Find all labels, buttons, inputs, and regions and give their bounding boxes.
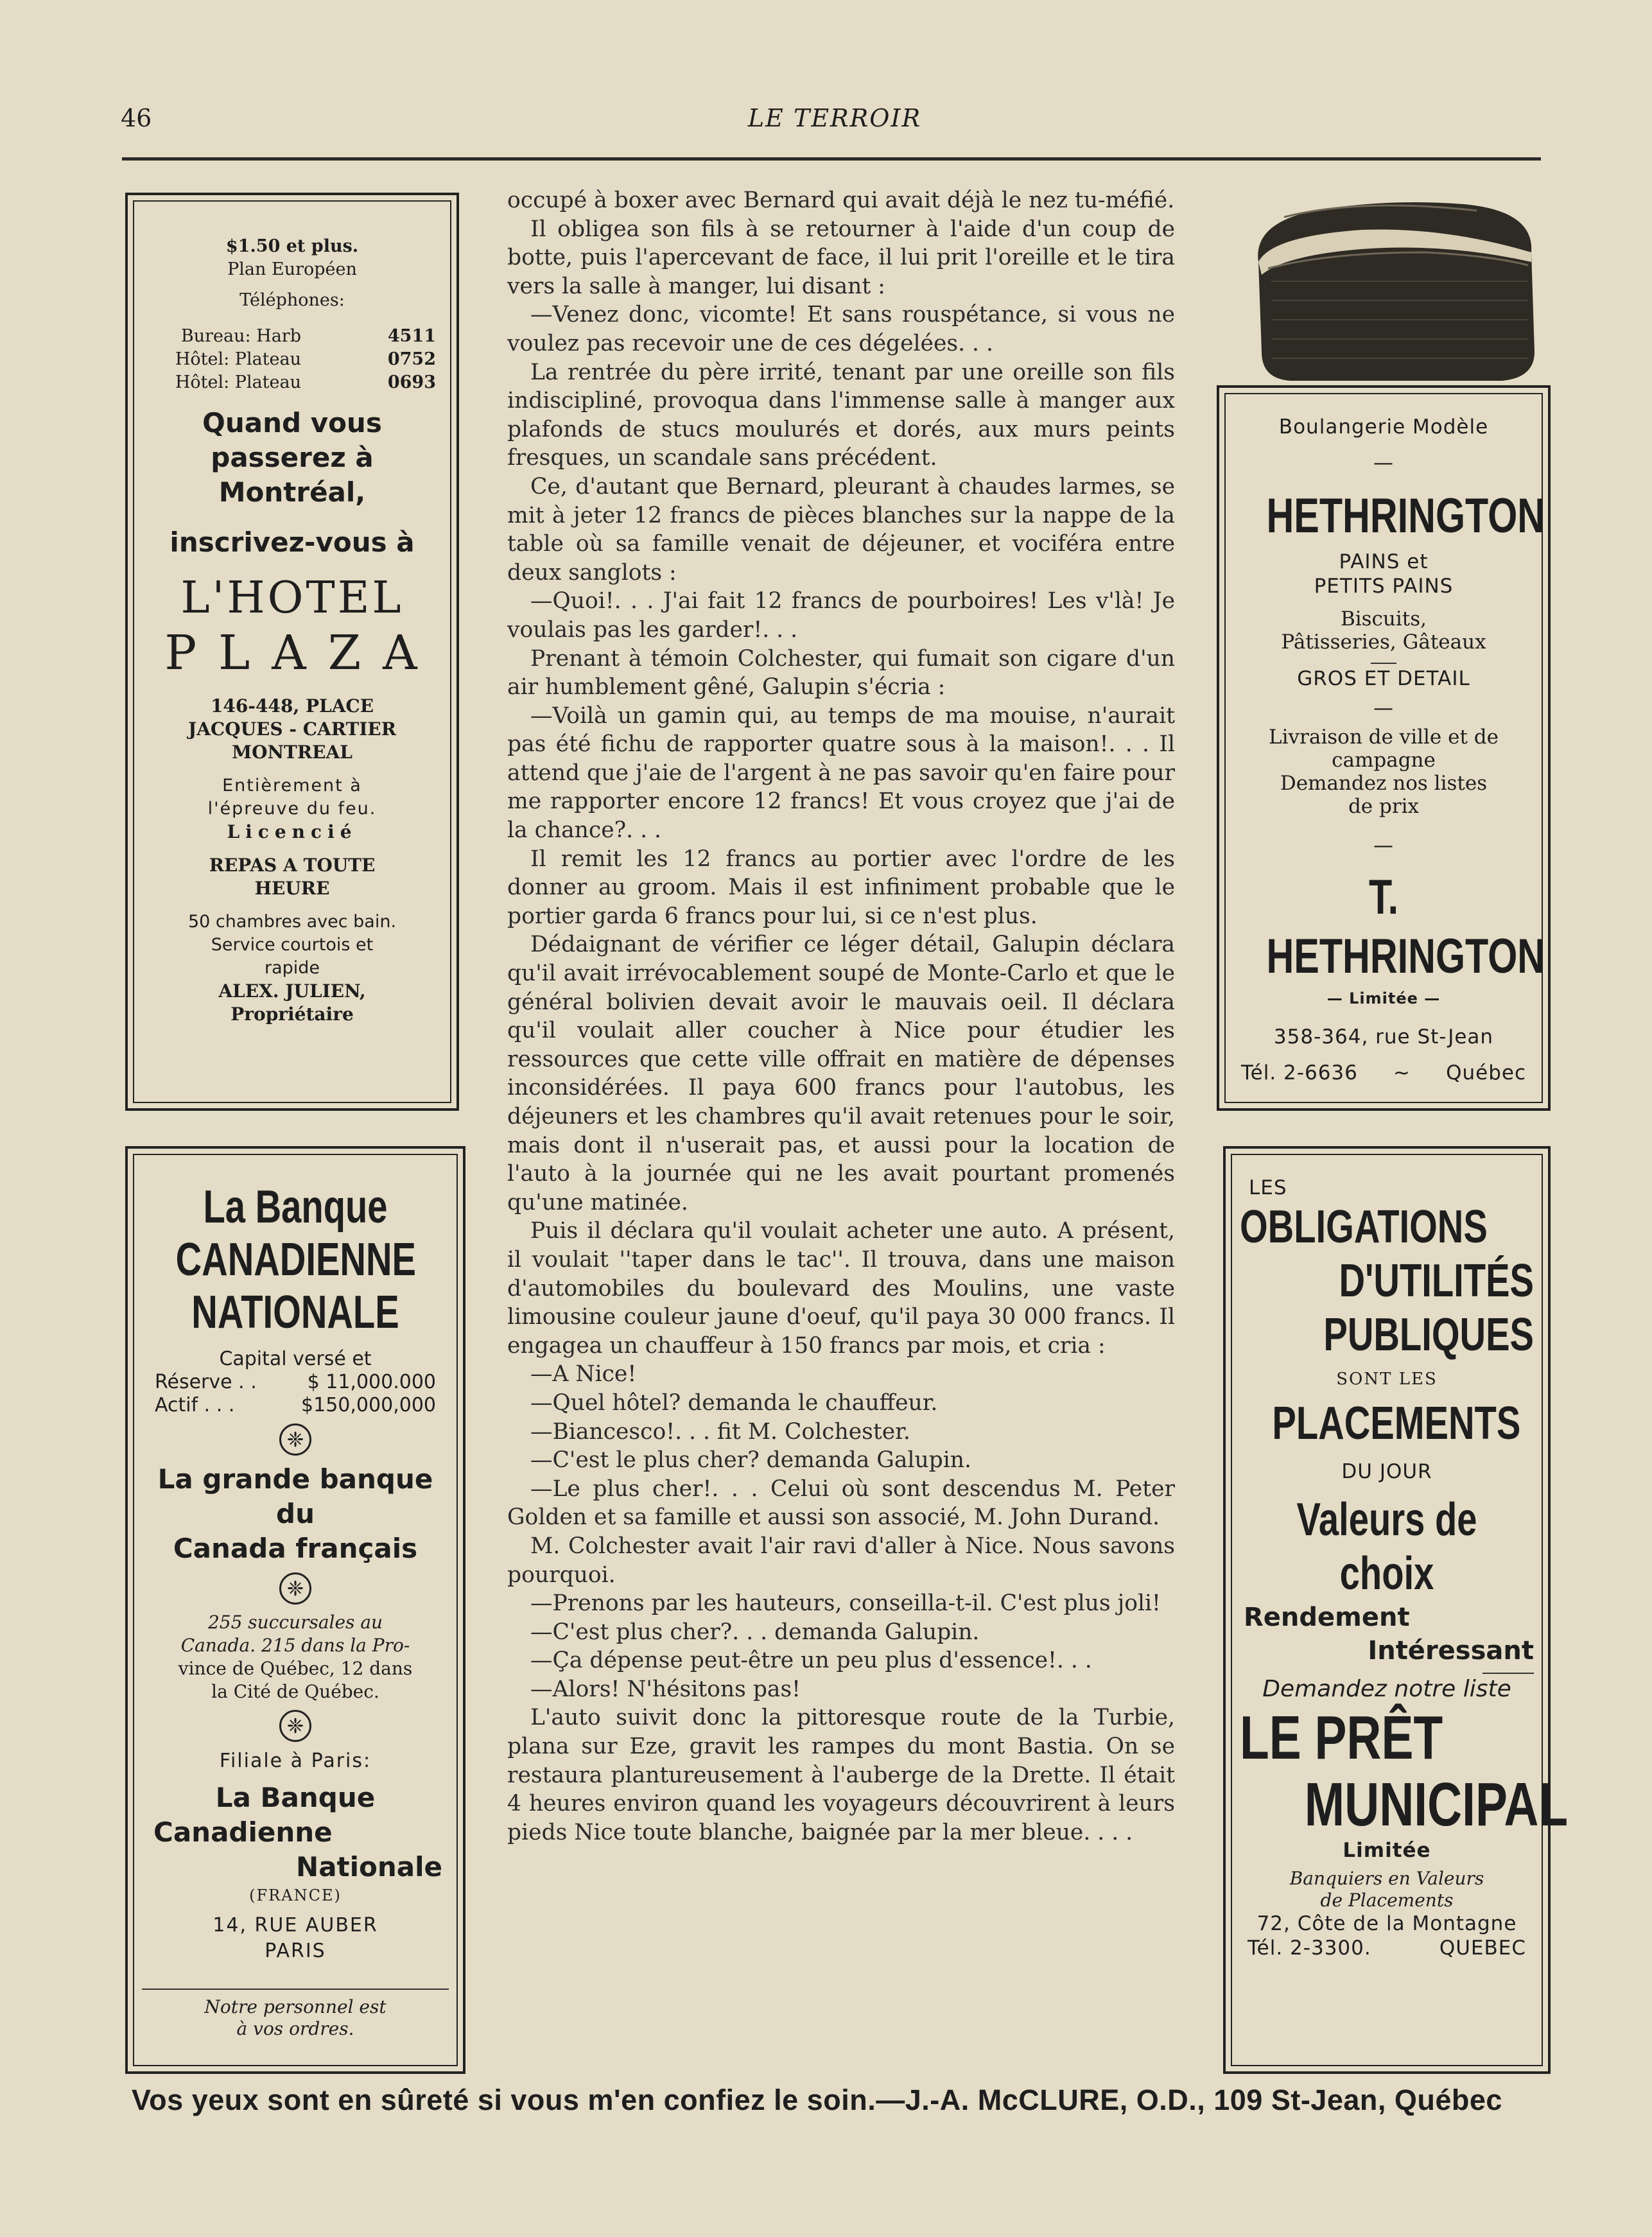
bank-paris-address-2: PARIS — [265, 1940, 326, 1962]
bonds-yield-1: Rendement — [1244, 1603, 1410, 1632]
bank-reserve: Réserve . . $ 11,000.000 — [155, 1371, 436, 1393]
bonds-title-3: PUBLIQUES — [1323, 1309, 1534, 1361]
bank-branches: 255 succursales au Canada. 215 dans la Pro- vince de Québec, 12 dans la Cité de Québec. — [178, 1612, 413, 1702]
article-paragraph: Dédaignant de vérifier ce léger détail, Galupin déclara qu'il avait irrévocablement soupé de Monte-Carlo et que le général bolivien devait avoir le mauvais oeil. Il déclara qu'il voulait aller coucher à Nice pour étudier les ressources que cette ville offrait en matière de dépenses inconsidérées. Il paya 600 francs pour l'autobus, les déjeuners et les chambres qu'il avait retenues pour le soir, mais dont il n'userait pas, et aussi pour la location de l'auto à la journée qui ne les avait pourtant promenés qu'une matinée. — [507, 932, 1175, 1215]
bank-staff-2: à vos ordres. — [236, 2018, 354, 2039]
ornament-icon: ❈ — [279, 1423, 311, 1456]
bank-paris-name-1: La Banque — [215, 1782, 376, 1813]
bank-ad — [125, 1146, 465, 2074]
article-paragraph: La rentrée du père irrité, tenant par une oreille son fils indiscipliné, provoqua dans l'immense salle à manger aux plafonds de stucs moulurés et dorés, aux murs peints fresques, un scandale sans précédent. — [507, 359, 1175, 471]
phone-row: Hôtel: Plateau 0752 — [175, 349, 436, 369]
bonds-lender-1: LE PRÊT — [1240, 1703, 1443, 1772]
article-paragraph: Il obligea son fils à se retourner à l'aide d'un coup de botte, puis l'apercevant de face, il lui prit l'oreille et le tira vers la salle à manger, lui disant : — [507, 216, 1175, 299]
hotel-tagline: Quand vous passerez à Montréal, inscrivez-vous à — [170, 407, 415, 558]
bank-staff-1: Notre personnel est — [204, 1996, 387, 2017]
bakery-delivery-1: Livraison de ville et de — [1269, 726, 1499, 749]
article-paragraph: —Voilà un gamin qui, au temps de ma mouise, n'aurait pas été fichu de rapporter quatre sous à la maison!. . . Il attend que j'aie de l'argent à ne pas savoir qu'en faire pour me rapporter encore 12 francs! Et vous croyez que j'ai de la chance?. . . — [507, 702, 1175, 844]
hotel-phone-list — [142, 325, 442, 394]
bonds-bankers-1: Banquiers en Valeurs — [1289, 1868, 1484, 1889]
article-paragraph: Prenant à témoin Colchester, qui fumait son cigare d'un air humblement gêné, Galupin s'écria : — [507, 645, 1175, 701]
article-paragraph: Il remit les 12 francs au portier avec l'ordre de les donner au groom. Mais il est infiniment probable que le portier garda 6 francs pour lui, si ce n'est plus. — [507, 846, 1175, 929]
bonds-address: 72, Côte de la Montagne — [1256, 1912, 1517, 1935]
bank-name-line1: La Banque — [203, 1181, 388, 1233]
article-paragraph: occupé à boxer avec Bernard qui avait déjà le nez tu-méfié. — [507, 187, 1175, 213]
article-paragraph: M. Colchester avait l'air ravi d'aller à Nice. Nous savons pourquoi. — [507, 1533, 1175, 1588]
bakery-tagline: Boulangerie Modèle — [1278, 415, 1489, 439]
phone-row: Hôtel: Plateau 0693 — [175, 372, 436, 392]
bakery-extras-1: Biscuits, — [1340, 607, 1427, 631]
bonds-limited: Limitée — [1343, 1839, 1431, 1862]
bakery-phone: Tél. 2-6636 ~ Québec — [1241, 1061, 1526, 1084]
article-body — [507, 186, 1175, 1847]
bonds-values: Valeurs de choix — [1296, 1494, 1477, 1599]
ornament-icon: ❈ — [279, 1710, 311, 1742]
bakery-dash: — — [1373, 697, 1394, 720]
bank-paris-name-3: Nationale — [296, 1851, 442, 1883]
hotel-name-line1: L'HOTEL — [180, 573, 404, 623]
hotel-owner-title: Propriétaire — [230, 1004, 354, 1025]
bank-capital: Capital versé et — [219, 1348, 372, 1370]
bakery-name: HETHRINGTON — [1266, 489, 1545, 543]
bonds-phone: Tél. 2-3300. QUEBEC — [1248, 1937, 1526, 1960]
bread-loaf-illustration — [1233, 191, 1547, 387]
bonds-ask: Demandez notre liste — [1262, 1676, 1511, 1702]
article-paragraph: Puis il déclara qu'il voulait acheter une auto. A présent, il voulait ''taper dans le tac''. Il trouva, dans une maison d'automobiles du boulevard des Moulins, une vaste limousine couleur jaune d'oeuf, qu'il paya 30 000 francs. Il engagea un chauffeur à 150 francs par mois, et cria : — [507, 1218, 1175, 1359]
article-paragraph: L'auto suivit donc la pittoresque route de la Turbie, plana sur Eze, gravit les rampes du mont Bastia. On se restaura plantureusement à l'auberge de la Drette. Il était 4 heures environ quand les voyageurs découvrirent à leurs pieds Nice toute blanche, baignée par la mer bleue. . . . — [507, 1705, 1175, 1845]
bank-paris-country: (FRANCE) — [249, 1886, 342, 1904]
bakery-limited: — Limitée — — [1326, 989, 1441, 1007]
page-number: 46 — [121, 104, 152, 132]
hotel-address: 146-448, PLACE JACQUES - CARTIER MONTREAL — [187, 695, 397, 763]
bakery-dash: — — [1373, 451, 1394, 474]
bonds-yield-2: Intéressant — [1368, 1636, 1534, 1666]
bonds-are: SONT LES — [1336, 1370, 1438, 1389]
header-rule — [122, 157, 1541, 161]
bonds-ad — [1223, 1146, 1569, 2074]
bank-name-line2: CANADIENNE — [175, 1234, 417, 1285]
running-title: LE TERROIR — [747, 104, 922, 132]
bank-slogan-3: Canada français — [173, 1533, 418, 1564]
bakery-products-2: PETITS PAINS — [1314, 575, 1454, 598]
bank-slogan-2: du — [276, 1498, 315, 1529]
bakery-extras-2: Pâtisseries, Gâteaux — [1281, 631, 1486, 654]
bonds-title-1: OBLIGATIONS — [1240, 1201, 1488, 1253]
bakery-trade: GROS ET DETAIL — [1297, 667, 1470, 690]
bank-paris-label: Filiale à Paris: — [219, 1750, 372, 1772]
article-paragraph: —Prenons par les hauteurs, conseilla-t-il. C'est plus joli! — [530, 1590, 1161, 1617]
bank-divider — [142, 1989, 449, 1990]
hotel-meals: REPAS A TOUTE HEURE — [209, 855, 376, 899]
bank-slogan-1: La grande banque — [157, 1463, 433, 1495]
hotel-plaza-ad — [125, 193, 459, 1111]
bonds-bankers-2: de Placements — [1320, 1890, 1454, 1911]
bank-assets: Actif . . . $150,000,000 — [155, 1394, 436, 1416]
article-paragraph: —Quoi!. . . J'ai fait 12 francs de pourboires! Les v'là! Je voulais pas les garder!. . . — [507, 588, 1175, 643]
bonds-lender-2: MUNICIPAL — [1304, 1770, 1569, 1839]
article-paragraph: —C'est plus cher?. . . demanda Galupin. — [530, 1619, 980, 1645]
bakery-company: T. HETHRINGTON — [1266, 870, 1545, 984]
hotel-fireproof: Entièrement à l'épreuve du feu. — [207, 776, 377, 819]
hotel-rooms: 50 chambres avec bain. Service courtois et rapide — [187, 912, 397, 978]
article-paragraph: —Alors! N'hésitons pas! — [530, 1676, 801, 1702]
bank-name-line3: NATIONALE — [191, 1287, 399, 1338]
footer-advertisement: Vos yeux sont en sûreté si vous m'en confiez le soin.—J.-A. McCLURE, O.D., 109 St-Jean, Québec — [132, 2084, 1502, 2116]
article-paragraph: —A Nice! — [530, 1361, 637, 1388]
bakery-products-1: PAINS et — [1339, 550, 1429, 573]
bakery-lists-1: Demandez nos listes — [1280, 772, 1488, 795]
bakery-address: 358-364, rue St-Jean — [1273, 1025, 1494, 1049]
bonds-title-2: D'UTILITÉS — [1339, 1255, 1534, 1307]
bakery-lists-2: de prix — [1348, 795, 1420, 818]
bank-paris-name-2: Canadienne — [153, 1816, 333, 1848]
hotel-phones-label: Téléphones: — [239, 290, 345, 310]
bank-paris-address-1: 14, RUE AUBER — [213, 1914, 378, 1937]
article-paragraph: —Quel hôtel? demanda le chauffeur. — [530, 1389, 938, 1416]
article-paragraph: —C'est le plus cher? demanda Galupin. — [530, 1447, 971, 1474]
article-paragraph: Ce, d'autant que Bernard, pleurant à chaudes larmes, se mit à jeter 12 francs de pièces blanches sur la nappe de la table où sa famille venait de déjeuner, et vociféra entre deux sanglots : — [507, 473, 1175, 586]
bakery-dash: — — [1373, 834, 1394, 857]
hotel-owner: ALEX. JULIEN, — [218, 980, 366, 1002]
ornament-icon: ❈ — [279, 1572, 311, 1605]
bonds-title-4: PLACEMENTS — [1272, 1398, 1521, 1449]
hotel-price: $1.50 et plus. — [225, 236, 359, 256]
article-paragraph: —Venez donc, vicomte! Et sans rouspétance, si vous ne voulez pas recevoir une de ces dégelées. . . — [507, 302, 1175, 356]
bonds-les: LES — [1249, 1176, 1287, 1199]
phone-row: Bureau: Harb 4511 — [180, 326, 436, 346]
article-paragraph: —Ça dépense peut-être un peu plus d'essence!. . . — [530, 1648, 1092, 1674]
hotel-plan: Plan Européen — [227, 259, 357, 279]
article-paragraph: —Biancesco!. . . fit M. Colchester. — [530, 1418, 910, 1445]
bakery-delivery-2: campagne — [1332, 749, 1436, 772]
hotel-licensed: Licencié — [227, 821, 358, 842]
bonds-of-day: DU JOUR — [1341, 1460, 1432, 1483]
article-paragraph: —Le plus cher!. . . Celui où sont descendus M. Peter Golden et sa famille et aussi son associé, M. John Durand. — [507, 1475, 1175, 1531]
bakery-ad — [1217, 385, 1551, 1111]
hotel-name-line2: PLAZA — [164, 625, 439, 681]
